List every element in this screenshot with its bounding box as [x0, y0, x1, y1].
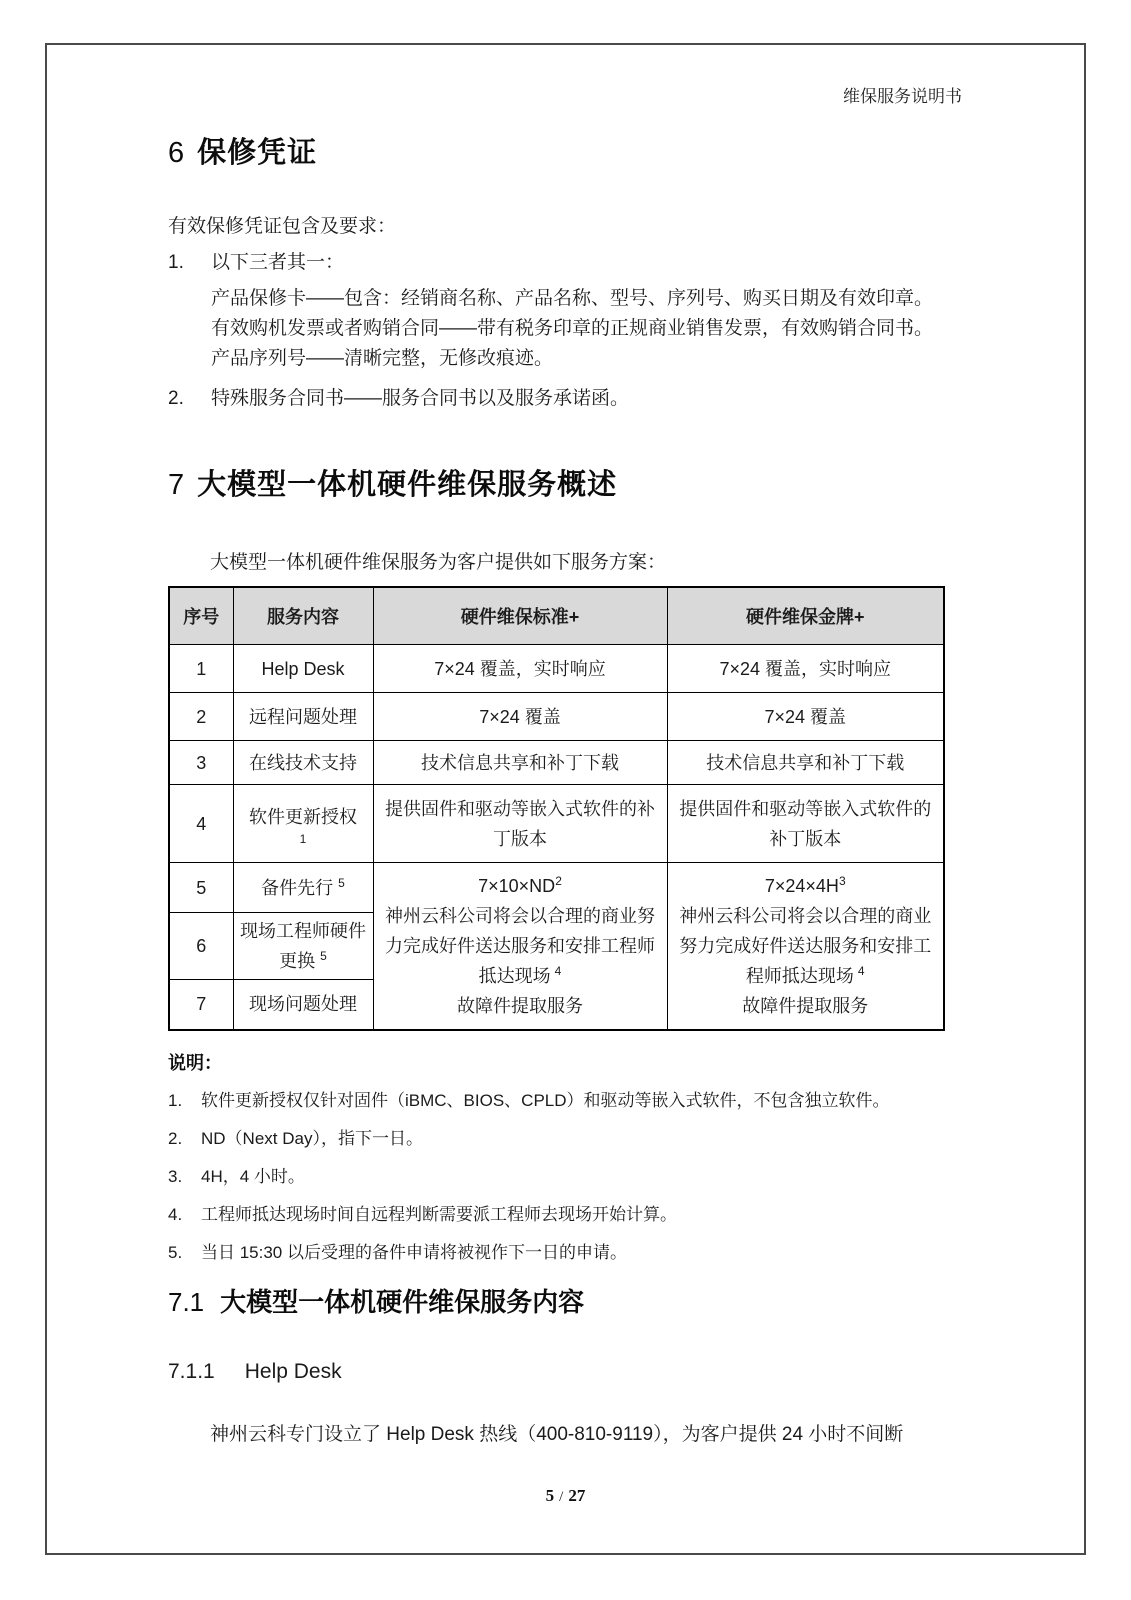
cell-standard: 7×24 覆盖: [373, 693, 667, 741]
total-page-number: 27: [568, 1486, 586, 1505]
cell-no: 1: [169, 645, 233, 693]
page-number-separator: /: [559, 1489, 564, 1505]
note-text: 4H，4 小时。: [201, 1166, 305, 1186]
section-7-1-heading: [168, 1285, 944, 1319]
notes-list: [168, 1089, 944, 1265]
cell-gold: 7×24 覆盖，实时响应: [667, 645, 944, 693]
table-row: [169, 693, 944, 741]
list-item: [168, 384, 944, 414]
warranty-list: [168, 248, 944, 414]
note-item: [168, 1165, 944, 1189]
note-text: ND（Next Day），指下一日。: [201, 1128, 423, 1148]
note-item: [168, 1127, 944, 1151]
table-header-row: [169, 587, 944, 645]
sla-extra: 故障件提取服务: [457, 995, 583, 1016]
col-header-gold: 硬件维保金牌+: [667, 587, 944, 645]
sub-line: 产品序列号——清晰完整，无修改痕迹。: [211, 348, 554, 369]
section-6-heading: [168, 134, 944, 172]
section-7-1-1-number: 7.1.1: [168, 1359, 215, 1383]
sla-description: 神州云科公司将会以合理的商业努力完成好件送达服务和安排工程师抵达现场 $^4$: [385, 905, 655, 986]
footnote-ref: 4: [857, 963, 865, 978]
helpdesk-paragraph: 神州云科专门设立了 Help Desk 热线（400-810-9119），为客户提供 24 小时不间断: [210, 1423, 904, 1445]
cell-no: 6: [169, 913, 233, 980]
section-7-heading: [168, 466, 944, 504]
cell-standard: 7×24 覆盖，实时响应: [373, 645, 667, 693]
note-text: 软件更新授权仅针对固件（iBMC、BIOS、CPLD）和驱动等嵌入式软件，不包含独立软件。: [201, 1090, 890, 1110]
list-item-text: 以下三者其一：: [211, 252, 345, 273]
list-item-number: 1.: [168, 252, 184, 273]
col-header-service: 服务内容: [233, 587, 373, 645]
cell-service: 在线技术支持: [233, 741, 373, 785]
note-text: 当日 15:30 以后受理的备件申请将被视作下一日的申请。: [201, 1242, 627, 1262]
note-item: [168, 1203, 944, 1227]
note-number: 5.: [168, 1242, 183, 1262]
cell-service: 远程问题处理: [233, 693, 373, 741]
footnote-ref: 2: [555, 873, 562, 888]
cell-no: 4: [169, 785, 233, 863]
cell-service: Help Desk: [233, 645, 373, 693]
note-number: 4.: [168, 1204, 183, 1224]
service-plan-table: [168, 586, 945, 1031]
col-header-standard: 硬件维保标准+: [373, 587, 667, 645]
page-number-footer: [0, 1486, 1131, 1506]
sla-description: 神州云科公司将会以合理的商业努力完成好件送达服务和安排工程师抵达现场 $^4$: [679, 905, 932, 986]
table-row: [169, 863, 944, 913]
section-7-title: 大模型一体机硬件维保服务概述: [197, 469, 618, 501]
cell-no: 3: [169, 741, 233, 785]
section-7-1-1-title: Help Desk: [244, 1359, 342, 1383]
cell-standard-merged: [373, 863, 667, 1030]
footnote-ref: 1: [299, 831, 307, 846]
sla-line: $7\times 24\times 4H^3$: [764, 873, 846, 896]
table-row: [169, 785, 944, 863]
current-page-number: 5: [545, 1486, 555, 1505]
sla-extra: 故障件提取服务: [742, 995, 869, 1016]
col-header-no: 序号: [169, 587, 233, 645]
footnote-ref: 3: [838, 873, 846, 888]
cell-service: 备件先行 $^5$: [233, 863, 373, 913]
section-7-1-number: 7.1: [168, 1286, 205, 1317]
footnote-ref: 5: [320, 949, 327, 963]
cell-standard: 提供固件和驱动等嵌入式软件的补丁版本: [373, 785, 667, 863]
page-content: [168, 0, 944, 1450]
cell-no: 7: [169, 980, 233, 1030]
sub-paragraph: [211, 284, 944, 374]
table-row: [169, 741, 944, 785]
note-text: 工程师抵达现场时间自远程判断需要派工程师去现场开始计算。: [201, 1204, 677, 1224]
note-number: 2.: [168, 1128, 183, 1148]
footnote-ref: 4: [554, 963, 562, 978]
section-6-number: 6: [168, 137, 185, 169]
warranty-intro: 有效保修凭证包含及要求：: [168, 216, 397, 237]
section-7-1-title: 大模型一体机硬件维保服务内容: [220, 1286, 585, 1317]
cell-standard: 技术信息共享和补丁下载: [373, 741, 667, 785]
cell-no: 2: [169, 693, 233, 741]
footnote-ref: 5: [338, 875, 345, 890]
running-header: 维保服务说明书: [843, 87, 962, 106]
cell-gold-merged: [667, 863, 944, 1030]
cell-service: 现场工程师硬件更换 $^5$: [233, 913, 373, 980]
note-number: 1.: [168, 1090, 183, 1110]
cell-gold: 7×24 覆盖: [667, 693, 944, 741]
sub-line: 有效购机发票或者购销合同——带有税务印章的正规商业销售发票，有效购销合同书。: [211, 318, 934, 339]
list-item: [168, 248, 944, 278]
cell-gold: 提供固件和驱动等嵌入式软件的补丁版本: [667, 785, 944, 863]
notes-label: 说明：: [168, 1052, 222, 1073]
sla-line: $7\times 10\times ND^2$: [478, 873, 562, 896]
section-6-title: 保修凭证: [197, 137, 318, 169]
note-item: [168, 1089, 944, 1113]
note-item: [168, 1241, 944, 1265]
service-plan-intro: 大模型一体机硬件维保服务为客户提供如下服务方案：: [210, 552, 667, 573]
list-item-number: 2.: [168, 388, 184, 409]
section-7-number: 7: [168, 469, 185, 501]
sub-line: 产品保修卡——包含：经销商名称、产品名称、型号、序列号、购买日期及有效印章。: [211, 288, 934, 309]
table-row: [169, 645, 944, 693]
cell-gold: 技术信息共享和补丁下载: [667, 741, 944, 785]
section-7-1-1-heading: [168, 1358, 944, 1386]
cell-service: 软件更新授权 1: [233, 785, 373, 863]
cell-service: 现场问题处理: [233, 980, 373, 1030]
list-item-text: 特殊服务合同书——服务合同书以及服务承诺函。: [211, 388, 630, 409]
cell-no: 5: [169, 863, 233, 913]
note-number: 3.: [168, 1166, 183, 1186]
